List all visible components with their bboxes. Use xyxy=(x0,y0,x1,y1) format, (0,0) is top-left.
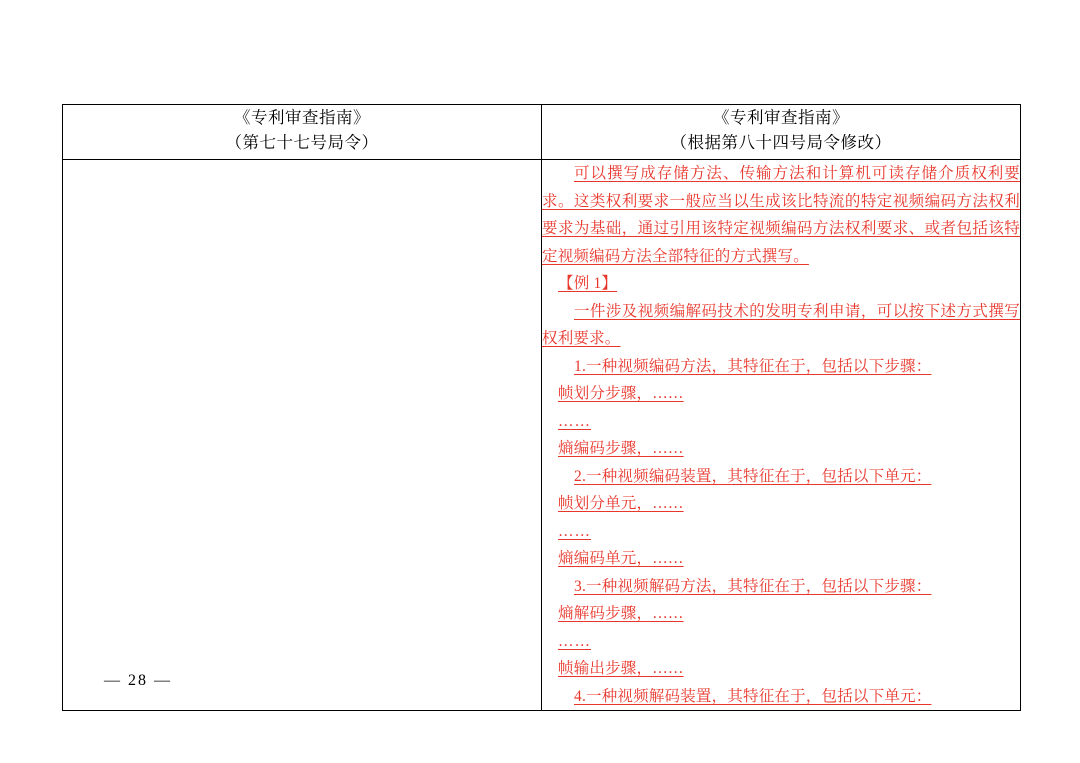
claim-step: 熵编码步骤，…… xyxy=(558,440,684,457)
table-header-left xyxy=(63,105,542,160)
ellipsis-line: …… xyxy=(558,412,591,430)
claim-item: 3.一种视频解码方法，其特征在于，包括以下步骤： xyxy=(574,577,932,595)
example-label: 【例 1】 xyxy=(558,275,618,292)
claim-step: 熵编码单元，…… xyxy=(558,550,684,567)
header-left-line1: 《专利审查指南》 xyxy=(234,108,370,127)
table-body-row xyxy=(63,160,1021,711)
table-cell-original-text xyxy=(63,160,542,711)
header-left-line2: （第七十七号局令） xyxy=(225,133,379,152)
table-cell-revised-text xyxy=(542,160,1021,711)
claim-item: 1.一种视频编码方法，其特征在于，包括以下步骤： xyxy=(574,357,932,375)
comparison-table xyxy=(62,104,1021,711)
ellipsis-line: …… xyxy=(558,522,591,540)
page-number: — 28 — xyxy=(104,672,172,689)
claim-step: 熵解码步骤，…… xyxy=(558,605,684,622)
claim-item: 2.一种视频编码装置，其特征在于，包括以下单元： xyxy=(574,467,932,485)
header-right-line2: （根据第八十四号局令修改） xyxy=(670,133,892,152)
claim-step: 帧划分步骤，…… xyxy=(558,385,684,402)
claim-step: 帧划分单元，…… xyxy=(558,495,684,512)
claim-step: 帧输出步骤，…… xyxy=(558,660,684,677)
claim-item: 4.一种视频解码装置，其特征在于，包括以下单元： xyxy=(574,687,932,705)
ellipsis-line: …… xyxy=(558,632,591,650)
revised-paragraph: 一件涉及视频编解码技术的发明专利申请，可以按下述方式撰写权利要求。 xyxy=(542,302,1020,347)
table-header-row xyxy=(63,105,1021,160)
table-header-right xyxy=(542,105,1021,160)
revised-paragraph: 可以撰写成存储方法、传输方法和计算机可读存储介质权利要求。这类权利要求一般应当以生成该比特流的特定视频编码方法权利要求为基础，通过引用该特定视频编码方法权利要求、或者包括该特定视频编码方法全部特征的方式撰写。 xyxy=(542,165,1020,265)
header-right-line1: 《专利审查指南》 xyxy=(713,108,849,127)
revised-text-content xyxy=(542,160,1020,710)
